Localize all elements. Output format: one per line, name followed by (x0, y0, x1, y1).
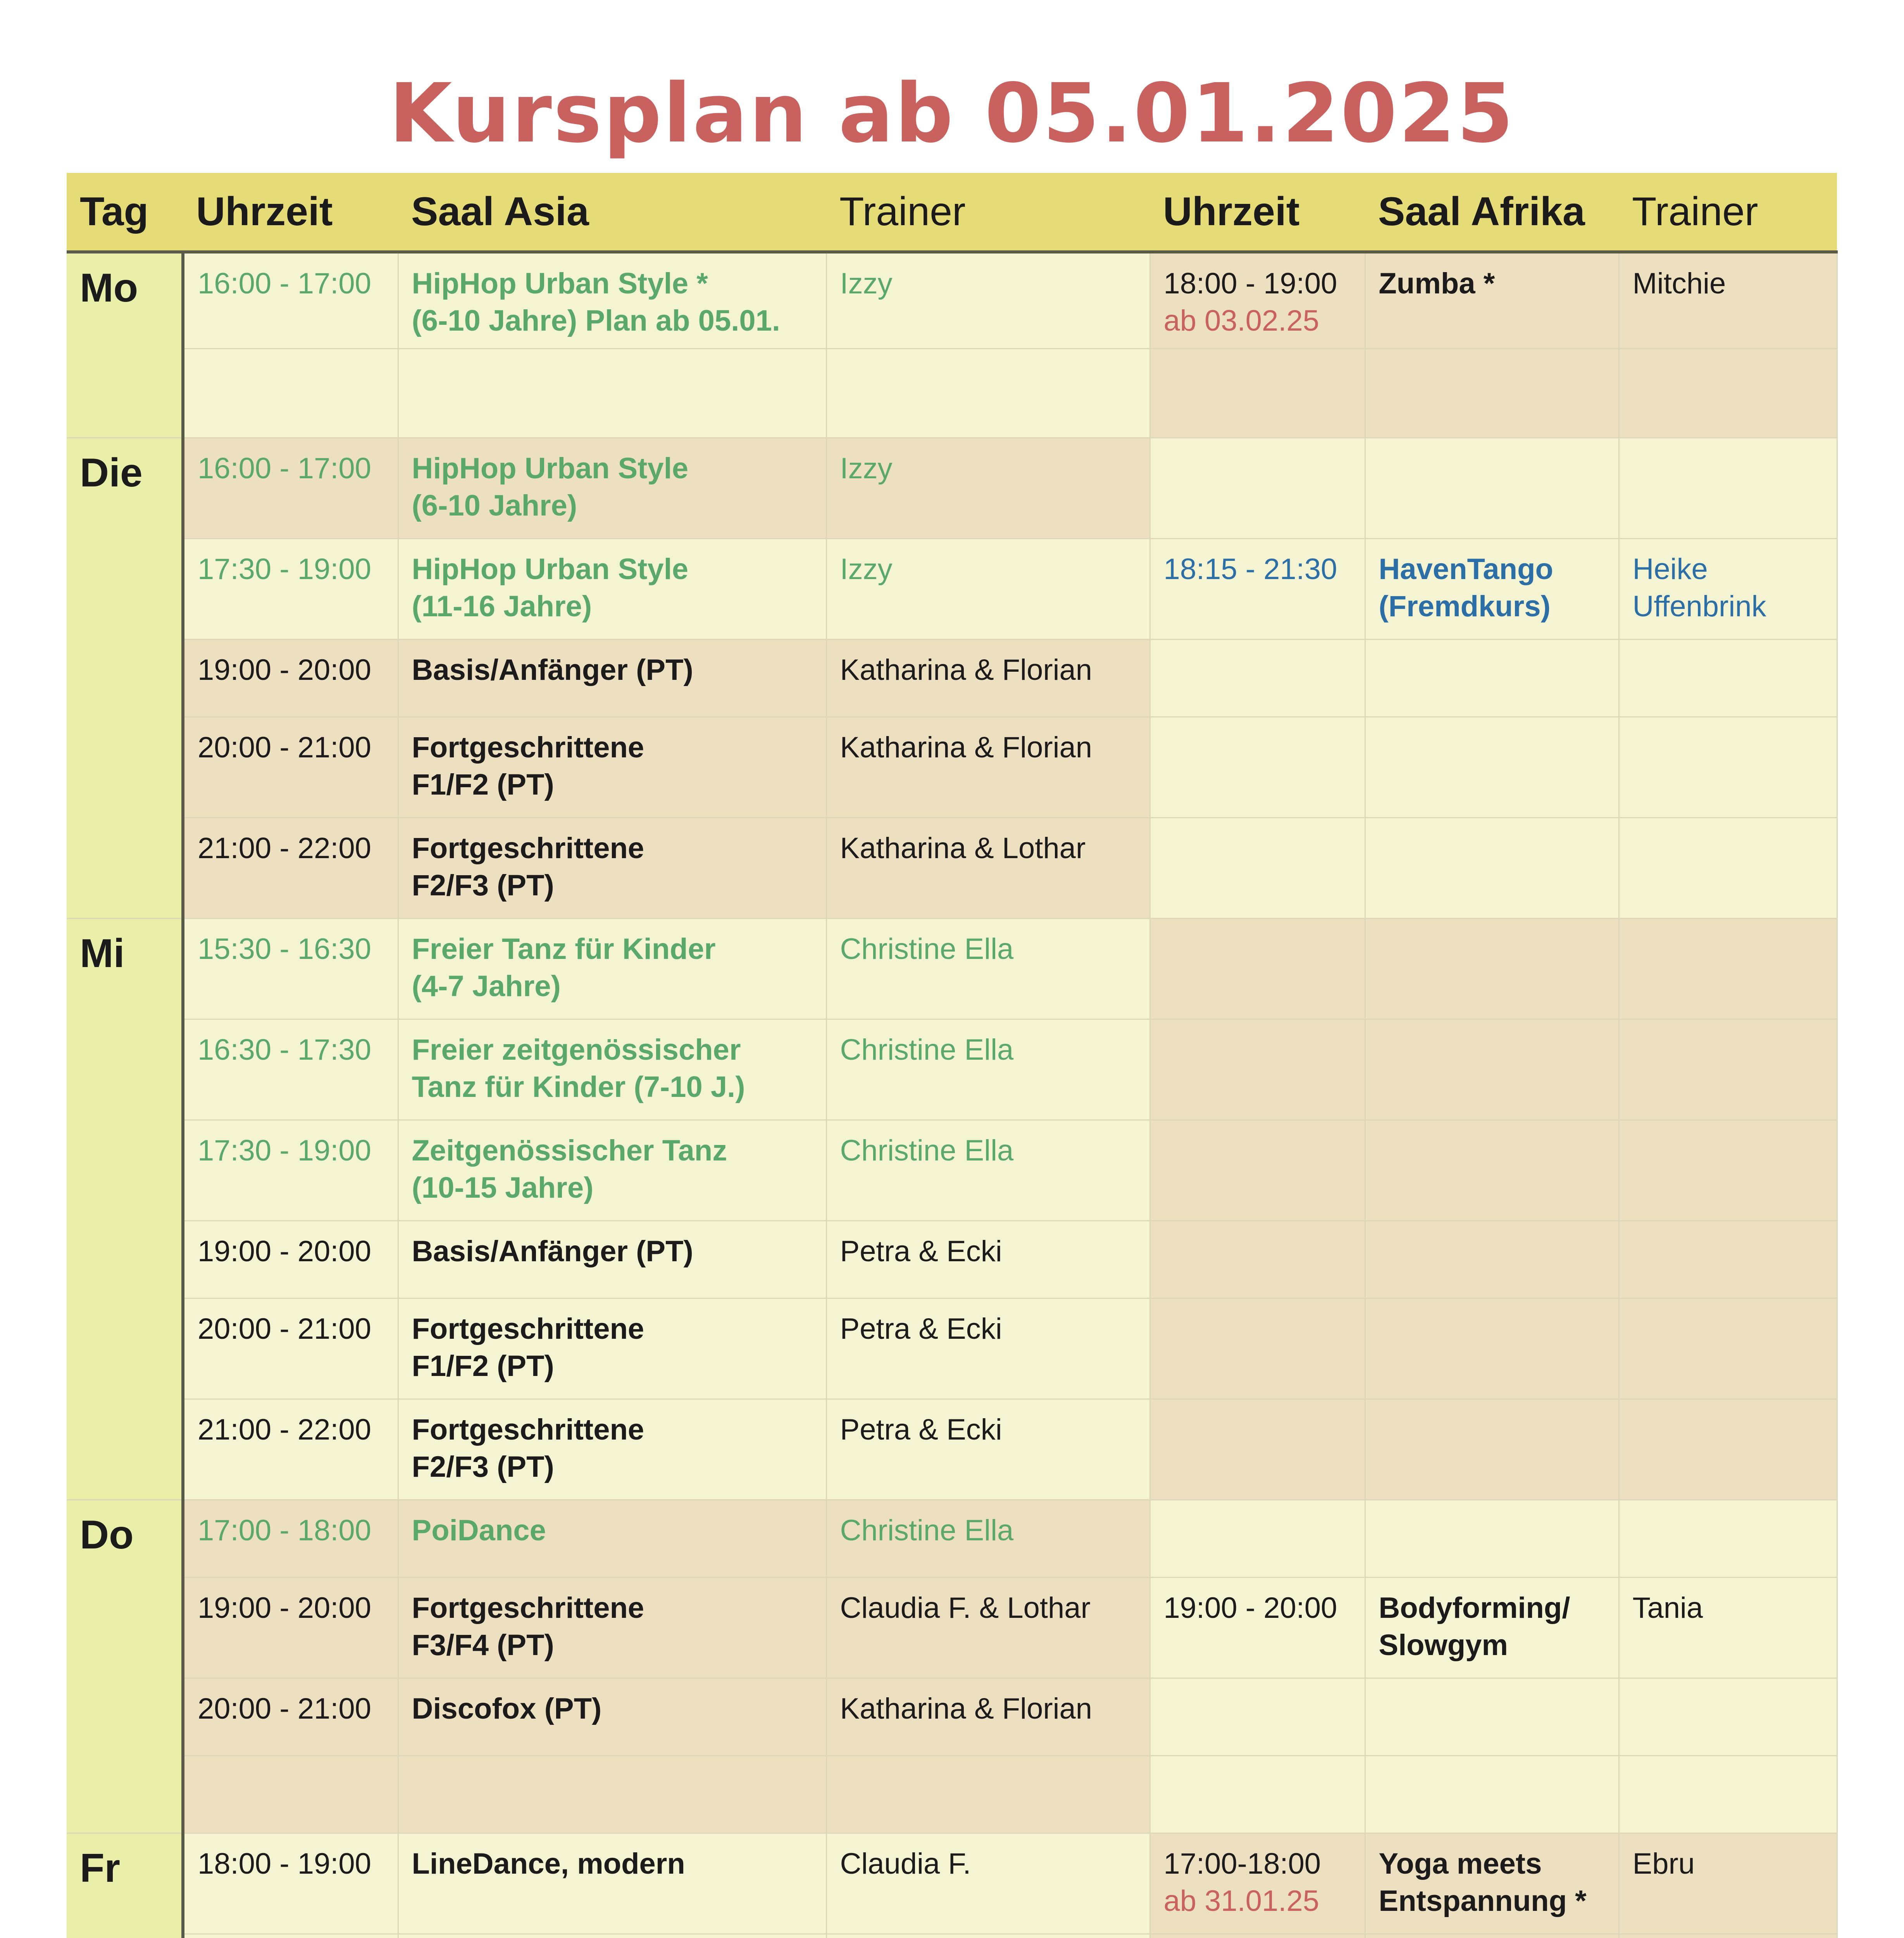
course-cell: Basis/Anfänger (PT) (398, 1221, 826, 1298)
time-afrika-cell (1150, 1500, 1365, 1578)
header-saal-asia: Saal Asia (398, 173, 826, 252)
course-cell (398, 1756, 826, 1833)
trainer-cell (826, 349, 1150, 438)
header-trainer-afrika: Trainer (1619, 173, 1837, 252)
trainer-cell (826, 1934, 1150, 1938)
course-afrika-cell (1365, 1298, 1619, 1399)
table-row (67, 1221, 1837, 1298)
table-row (67, 1019, 1837, 1120)
course-afrika-cell: HavenTango (Fremdkurs) (1365, 539, 1619, 640)
table-row (67, 818, 1837, 919)
time-afrika-cell (1150, 818, 1365, 919)
time-cell: 19:00 - 20:00 (183, 1221, 398, 1298)
trainer-cell: Izzy (826, 252, 1150, 349)
trainer-afrika-cell (1619, 717, 1837, 818)
course-afrika-cell (1365, 1399, 1619, 1500)
course-cell: Fortgeschrittene F1/F2 (PT) (398, 717, 826, 818)
start-date-note: ab 03.02.25 (1163, 304, 1319, 337)
day-die: Die (67, 438, 183, 919)
time-afrika-cell (1150, 1833, 1365, 1934)
time-cell: 19:00 - 20:00 (183, 1578, 398, 1678)
time-afrika-cell (1150, 1934, 1365, 1938)
trainer-afrika-cell (1619, 818, 1837, 919)
table-row (67, 919, 1837, 1019)
time-cell: 20:00 - 21:00 (183, 1298, 398, 1399)
course-cell: Discofox (PT) (398, 1678, 826, 1756)
trainer-cell: Christine Ella (826, 1500, 1150, 1578)
schedule-table (67, 173, 1838, 1938)
header-tag: Tag (67, 173, 183, 252)
time-cell (183, 1934, 398, 1938)
time-afrika-cell: 18:15 - 21:30 (1150, 539, 1365, 640)
time-afrika-cell (1150, 640, 1365, 717)
trainer-cell: Petra & Ecki (826, 1399, 1150, 1500)
course-afrika-cell (1365, 818, 1619, 919)
trainer-cell: Katharina & Florian (826, 1678, 1150, 1756)
course-cell: Fortgeschrittene F2/F3 (PT) (398, 818, 826, 919)
time-cell: 18:00 - 19:00 (183, 1833, 398, 1934)
course-cell: HipHop Urban Style (11-16 Jahre) (398, 539, 826, 640)
trainer-cell: Christine Ella (826, 1019, 1150, 1120)
trainer-cell: Katharina & Lothar (826, 818, 1150, 919)
course-cell: Freier zeitgenössischer Tanz für Kinder (7-10 J.) (398, 1019, 826, 1120)
course-afrika-cell (1365, 1678, 1619, 1756)
time-afrika-value: 18:00 - 19:00 (1163, 267, 1337, 300)
trainer-cell: Petra & Ecki (826, 1221, 1150, 1298)
time-cell (183, 349, 398, 438)
trainer-afrika-cell: Tania (1619, 1578, 1837, 1678)
course-cell: HipHop Urban Style * (6-10 Jahre) Plan ab 05.01. (398, 252, 826, 349)
time-afrika-cell (1150, 1678, 1365, 1756)
course-cell: Fortgeschrittene F3/F4 (PT) (398, 1578, 826, 1678)
time-cell: 17:30 - 19:00 (183, 539, 398, 640)
course-afrika-cell (1365, 1756, 1619, 1833)
time-cell: 16:00 - 17:00 (183, 252, 398, 349)
time-afrika-cell: 19:00 - 20:00 (1150, 1578, 1365, 1678)
time-afrika-cell (1150, 1120, 1365, 1221)
table-row (67, 252, 1837, 349)
table-row (67, 1756, 1837, 1833)
course-afrika-cell (1365, 349, 1619, 438)
course-afrika-cell (1365, 438, 1619, 539)
course-afrika-cell (1365, 919, 1619, 1019)
time-cell: 21:00 - 22:00 (183, 1399, 398, 1500)
trainer-afrika-cell (1619, 1678, 1837, 1756)
page-title: Kursplan ab 05.01.2025 (389, 66, 1515, 161)
course-cell (398, 1934, 826, 1938)
course-afrika-cell: Bodyforming/ Slowgym (1365, 1578, 1619, 1678)
course-cell: LineDance, modern (398, 1833, 826, 1934)
time-cell: 16:30 - 17:30 (183, 1019, 398, 1120)
course-afrika-cell (1365, 1934, 1619, 1938)
trainer-afrika-cell: Ebru (1619, 1833, 1837, 1934)
table-row (67, 1678, 1837, 1756)
trainer-cell: Katharina & Florian (826, 640, 1150, 717)
table-row (67, 717, 1837, 818)
trainer-afrika-cell (1619, 438, 1837, 539)
trainer-afrika-cell: Heike Uffenbrink (1619, 539, 1837, 640)
time-cell: 20:00 - 21:00 (183, 717, 398, 818)
time-afrika-value: 17:00-18:00 (1163, 1847, 1321, 1880)
time-cell: 17:30 - 19:00 (183, 1120, 398, 1221)
trainer-cell: Claudia F. (826, 1833, 1150, 1934)
day-do: Do (67, 1500, 183, 1833)
table-row (67, 349, 1837, 438)
table-row (67, 438, 1837, 539)
course-cell: Basis/Anfänger (PT) (398, 640, 826, 717)
trainer-afrika-cell (1619, 1298, 1837, 1399)
trainer-afrika-cell (1619, 1221, 1837, 1298)
trainer-afrika-cell (1619, 1500, 1837, 1578)
course-cell: Freier Tanz für Kinder (4-7 Jahre) (398, 919, 826, 1019)
header-uhrzeit-afrika: Uhrzeit (1150, 173, 1365, 252)
trainer-cell: Christine Ella (826, 919, 1150, 1019)
time-cell: 16:00 - 17:00 (183, 438, 398, 539)
table-header-row (67, 173, 1837, 252)
time-afrika-cell (1150, 349, 1365, 438)
trainer-afrika-cell (1619, 640, 1837, 717)
time-cell (183, 1756, 398, 1833)
table-row (67, 1833, 1837, 1934)
header-trainer-asia: Trainer (826, 173, 1150, 252)
time-cell: 19:00 - 20:00 (183, 640, 398, 717)
table-row (67, 1399, 1837, 1500)
trainer-afrika-cell (1619, 349, 1837, 438)
header-saal-afrika: Saal Afrika (1365, 173, 1619, 252)
trainer-afrika-cell (1619, 919, 1837, 1019)
time-afrika-cell (1150, 1756, 1365, 1833)
trainer-afrika-cell: Mitchie (1619, 252, 1837, 349)
table-row (67, 1934, 1837, 1938)
table-row (67, 539, 1837, 640)
start-date-note: ab 31.01.25 (1163, 1885, 1319, 1917)
time-afrika-cell (1150, 438, 1365, 539)
course-afrika-cell: Zumba * (1365, 252, 1619, 349)
time-afrika-cell (1150, 717, 1365, 818)
trainer-afrika-cell (1619, 1120, 1837, 1221)
course-cell: HipHop Urban Style (6-10 Jahre) (398, 438, 826, 539)
time-afrika-cell (1150, 1298, 1365, 1399)
trainer-cell: Izzy (826, 438, 1150, 539)
course-cell: PoiDance (398, 1500, 826, 1578)
table-row (67, 1120, 1837, 1221)
day-fr: Fr (67, 1833, 183, 1938)
time-afrika-cell (1150, 252, 1365, 349)
trainer-cell: Petra & Ecki (826, 1298, 1150, 1399)
trainer-cell: Izzy (826, 539, 1150, 640)
table-row (67, 1298, 1837, 1399)
time-afrika-cell (1150, 1019, 1365, 1120)
table-row (67, 1578, 1837, 1678)
day-mo: Mo (67, 252, 183, 438)
trainer-cell (826, 1756, 1150, 1833)
trainer-cell: Katharina & Florian (826, 717, 1150, 818)
course-afrika-cell (1365, 1120, 1619, 1221)
time-afrika-cell (1150, 919, 1365, 1019)
course-afrika-cell (1365, 1500, 1619, 1578)
time-cell: 17:00 - 18:00 (183, 1500, 398, 1578)
time-afrika-cell (1150, 1221, 1365, 1298)
trainer-cell: Christine Ella (826, 1120, 1150, 1221)
course-afrika-cell (1365, 1019, 1619, 1120)
trainer-afrika-cell (1619, 1399, 1837, 1500)
time-afrika-cell (1150, 1399, 1365, 1500)
time-cell: 21:00 - 22:00 (183, 818, 398, 919)
table-row (67, 640, 1837, 717)
course-afrika-cell (1365, 640, 1619, 717)
trainer-cell: Claudia F. & Lothar (826, 1578, 1150, 1678)
course-cell: Zeitgenössischer Tanz (10-15 Jahre) (398, 1120, 826, 1221)
table-row (67, 1500, 1837, 1578)
course-afrika-cell (1365, 717, 1619, 818)
time-cell: 20:00 - 21:00 (183, 1678, 398, 1756)
course-cell (398, 349, 826, 438)
time-cell: 15:30 - 16:30 (183, 919, 398, 1019)
course-cell: Fortgeschrittene F2/F3 (PT) (398, 1399, 826, 1500)
trainer-afrika-cell (1619, 1019, 1837, 1120)
day-mi: Mi (67, 919, 183, 1500)
course-cell: Fortgeschrittene F1/F2 (PT) (398, 1298, 826, 1399)
course-afrika-cell (1365, 1221, 1619, 1298)
header-uhrzeit-asia: Uhrzeit (183, 173, 398, 252)
course-afrika-cell: Yoga meets Entspannung * (1365, 1833, 1619, 1934)
trainer-afrika-cell (1619, 1756, 1837, 1833)
trainer-afrika-cell (1619, 1934, 1837, 1938)
